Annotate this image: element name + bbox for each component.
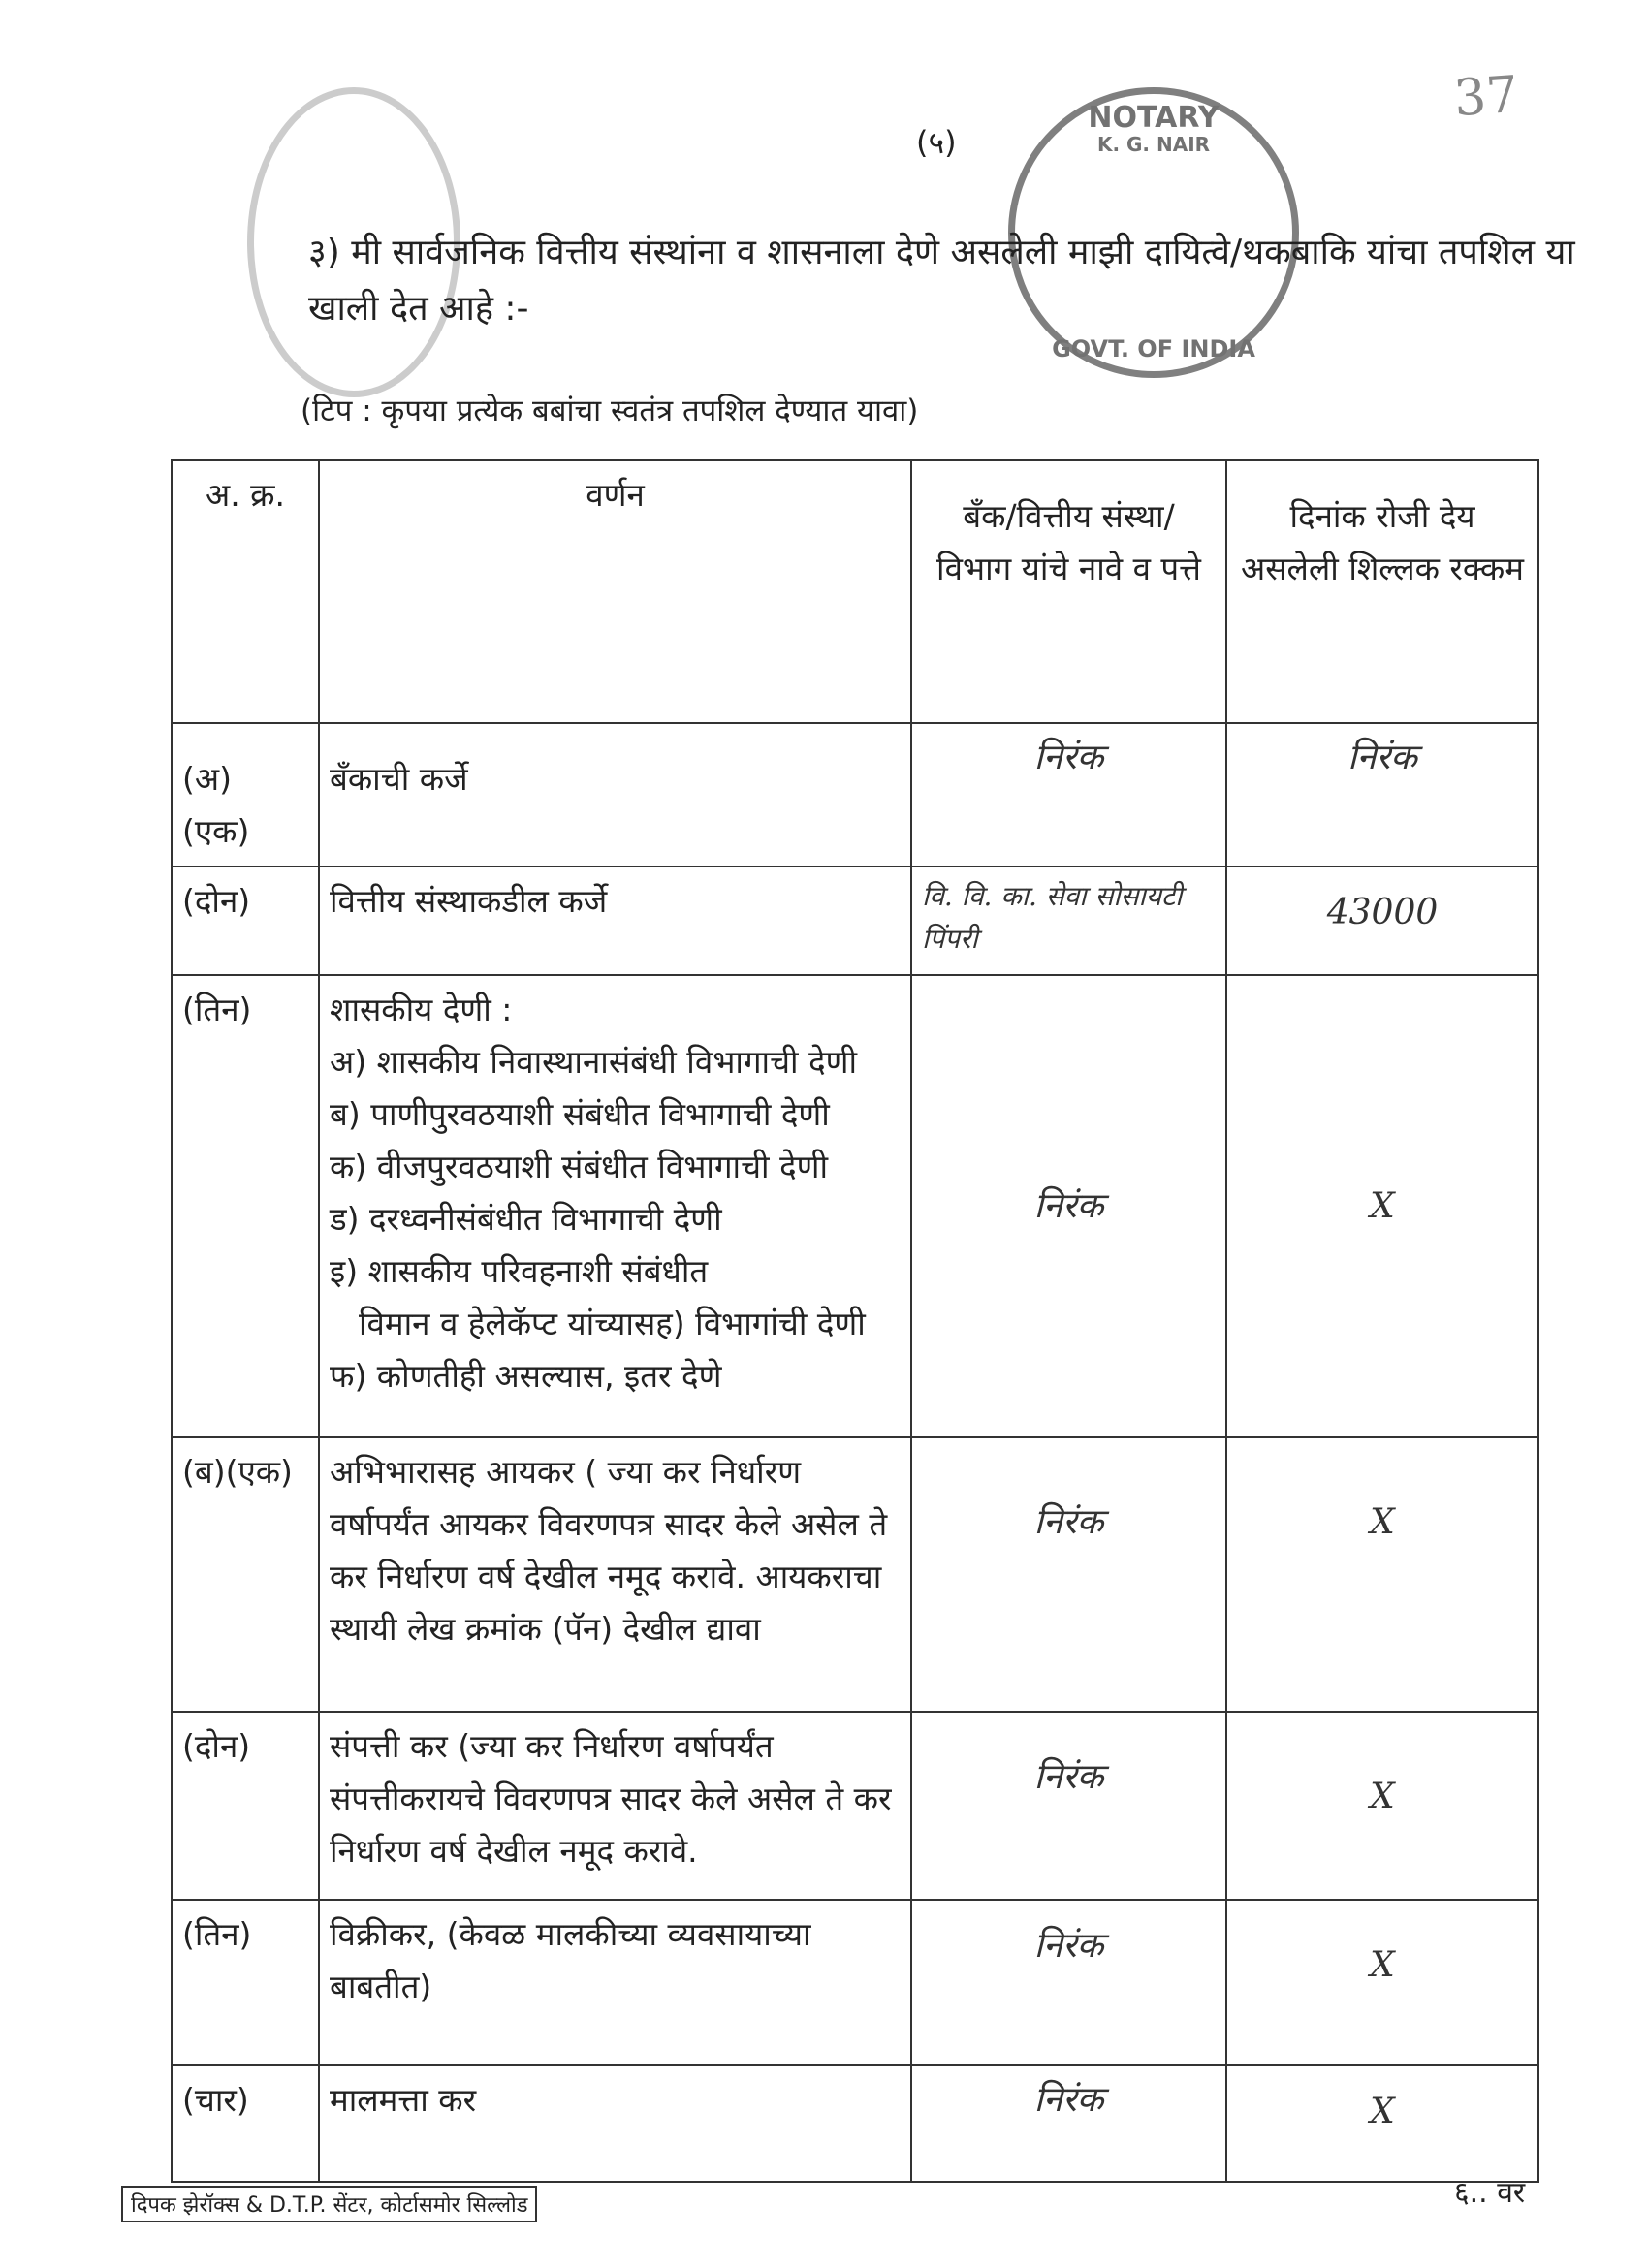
row-amount: X [1226, 2065, 1538, 2182]
table-row [172, 1712, 1538, 1900]
page-number: 37 [1451, 65, 1521, 129]
stamp-line2: K. G. NAIR [1096, 133, 1211, 156]
row-serial: (अ) (एक) [172, 723, 319, 866]
gov-dues-item: क) वीजपुरवठयाशी संबंधीत विभागाची देणी [330, 1148, 828, 1185]
row-serial: (चार) [172, 2065, 319, 2182]
gov-dues-title: शासकीय देणी : [330, 991, 513, 1028]
row-description: बँकाची कर्जे [319, 723, 911, 866]
row-description: वित्तीय संस्थाकडील कर्जे [319, 866, 911, 975]
row-amount: निरंक [1226, 723, 1538, 866]
table-row [172, 975, 1538, 1437]
row-bank: निरंक [911, 1712, 1226, 1900]
gov-dues-item: इ) शासकीय परिवहनाशी संबंधीत [330, 1252, 709, 1290]
table-row [172, 1437, 1538, 1712]
row-amount: X [1226, 1437, 1538, 1712]
liabilities-table [171, 459, 1539, 2183]
row-bank: निरंक [911, 1900, 1226, 2065]
row-bank: निरंक [911, 2065, 1226, 2182]
row-bank: निरंक [911, 723, 1226, 866]
table-header-row [172, 460, 1538, 723]
table-row [172, 866, 1538, 975]
row-description: संपत्ती कर (ज्या कर निर्धारण वर्षापर्यंत संपत्तीकरायचे विवरणपत्र सादर केले असेल ते कर निर्धारण वर्ष देखील नमूद करावे. [319, 1712, 911, 1900]
row-description [319, 975, 911, 1437]
stamp-top [1088, 102, 1219, 155]
row-serial: (तिन) [172, 1900, 319, 2065]
header-description: वर्णन [319, 460, 911, 723]
row-amount: X [1226, 1712, 1538, 1900]
note-text: (टिप : कृपया प्रत्येक बबांचा स्वतंत्र तपशिल देण्यात यावा) [301, 394, 919, 428]
section-number: (५) [916, 124, 957, 161]
intro-text: ३) मी सार्वजनिक वित्तीय संस्थांना व शासनाला देणे असलेली माझी दायित्वे/थकबाकि यांचा तपशिल या खाली देत आहे :- [308, 233, 1575, 329]
stamp-line1: NOTARY [1088, 101, 1220, 135]
row-serial: (दोन) [172, 866, 319, 975]
header-amount: दिनांक रोजी देय असलेली शिल्लक रक्कम [1226, 460, 1538, 723]
row-serial: (ब)(एक) [172, 1437, 319, 1712]
gov-dues-item: ब) पाणीपुरवठयाशी संबंधीत विभागाची देणी [330, 1095, 830, 1133]
row-serial: (दोन) [172, 1712, 319, 1900]
gov-dues-item: ड) दरध्वनीसंबंधीत विभागाची देणी [330, 1200, 722, 1238]
row-amount: X [1226, 975, 1538, 1437]
header-bank: बँक/वित्तीय संस्था/ विभाग यांचे नावे व पत्ते [911, 460, 1226, 723]
continued-note: ६.. वर [1454, 2176, 1526, 2210]
row-serial: (तिन) [172, 975, 319, 1437]
stamp-line3: GOVT. OF INDIA [1052, 334, 1255, 362]
row-bank: निरंक [911, 1437, 1226, 1712]
row-amount: X [1226, 1900, 1538, 2065]
table-row [172, 723, 1538, 866]
gov-dues-item: फ) कोणतीही असल्यास, इतर देणे [330, 1357, 722, 1395]
gov-dues-item: अ) शासकीय निवास्थानासंबंधी विभागाची देणी [330, 1043, 857, 1081]
row-description: विक्रीकर, (केवळ मालकीच्या व्यवसायाच्या बाबतीत) [319, 1900, 911, 2065]
row-description: मालमत्ता कर [319, 2065, 911, 2182]
table-row [172, 2065, 1538, 2182]
printer-credit: दिपक झेरॉक्स & D.T.P. सेंटर, कोर्टासमोर सिल्लोड [121, 2186, 537, 2222]
table-row [172, 1900, 1538, 2065]
row-amount: 43000 [1226, 866, 1538, 975]
row-bank: निरंक [911, 975, 1226, 1437]
row-bank: वि. वि. का. सेवा सोसायटी पिंपरी [911, 866, 1226, 975]
gov-dues-item: विमान व हेलेकॅप्ट यांच्यासह) विभागांची देणी [359, 1305, 866, 1342]
row-description: अभिभारासह आयकर ( ज्या कर निर्धारण वर्षापर्यंत आयकर विवरणपत्र सादर केले असेल ते कर निर्धारण वर्ष देखील नमूद करावे. आयकराचा स्थायी लेख क्रमांक (पॅन) देखील द्यावा [319, 1437, 911, 1712]
header-serial: अ. क्र. [172, 460, 319, 723]
